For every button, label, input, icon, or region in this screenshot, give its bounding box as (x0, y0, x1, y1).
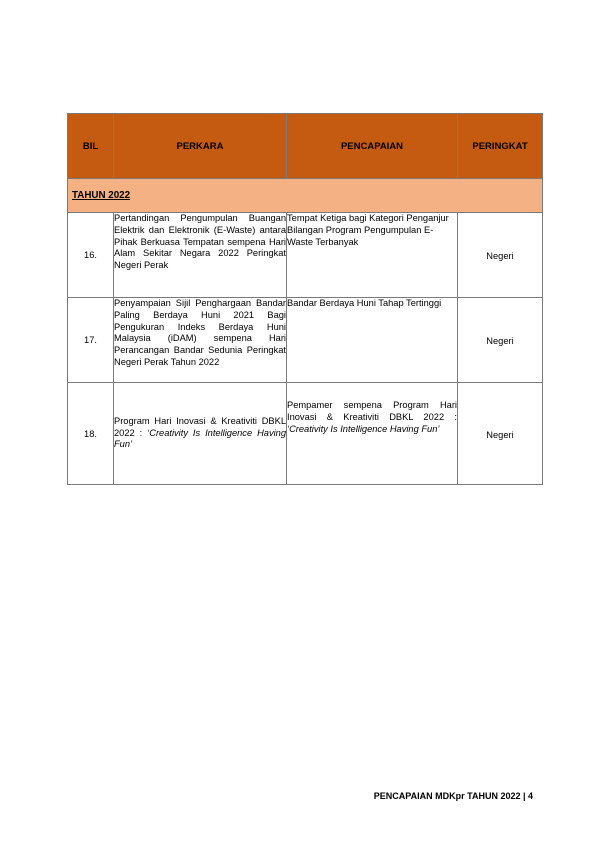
row-peringkat-text: Negeri (486, 336, 514, 346)
table-row (68, 213, 543, 298)
table-row (68, 383, 543, 485)
row-perkara: Pertandingan Pengumpulan Buangan Elektrik dan Elektronik (E-Waste) antara Pihak Berkuasa Tempatan sempena Hari Alam Sekitar Negara 2022 Peringkat Negeri Perak (114, 213, 287, 298)
year-row (68, 179, 543, 213)
row-pencapaian: Tempat Ketiga bagi Kategori Penganjur Bilangan Program Pengumpulan E-Waste Terbanyak (287, 213, 458, 298)
row-pencapaian: Bandar Berdaya Huni Tahap Tertinggi (287, 298, 458, 383)
table-header-row (68, 114, 543, 179)
row-bil: 17. (68, 298, 114, 383)
row-pencapaian-italic: ‘Creativity Is Intelligence Having Fun’ (287, 423, 440, 434)
row-pencapaian (287, 383, 458, 485)
row-bil: 18. (68, 383, 114, 485)
row-peringkat (458, 383, 543, 485)
header-bil: BIL (68, 114, 114, 179)
header-pencapaian: PENCAPAIAN (287, 114, 458, 179)
header-perkara: PERKARA (114, 114, 287, 179)
row-peringkat (458, 213, 543, 298)
row-bil: 16. (68, 213, 114, 298)
row-peringkat-text: Negeri (486, 429, 514, 440)
row-pencapaian-text: Pempamer sempena Program Hari Inovasi & Kreativiti DBKL 2022 : (287, 400, 457, 422)
year-label: TAHUN 2022 (68, 179, 543, 213)
row-peringkat-text: Negeri (486, 251, 514, 261)
row-perkara-italic: ‘Creativity Is Intelligence Having Fun’ (114, 427, 287, 450)
row-perkara: Penyampaian Sijil Penghargaan Bandar Paling Berdaya Huni 2021 Bagi Pengukuran Indeks Berdaya Huni Malaysia (iDAM) sempena Hari Perancangan Bandar Sedunia Peringkat Negeri Perak Tahun 2022 (114, 298, 287, 383)
row-perkara-text: Program Hari Inovasi & Kreativiti DBKL 2022 : (114, 415, 286, 438)
achievements-table (67, 113, 543, 485)
page-footer: PENCAPAIAN MDKpr TAHUN 2022 | 4 (373, 791, 533, 801)
header-peringkat: PERINGKAT (458, 114, 543, 179)
table-row (68, 298, 543, 383)
row-peringkat (458, 298, 543, 383)
row-perkara (114, 383, 287, 485)
